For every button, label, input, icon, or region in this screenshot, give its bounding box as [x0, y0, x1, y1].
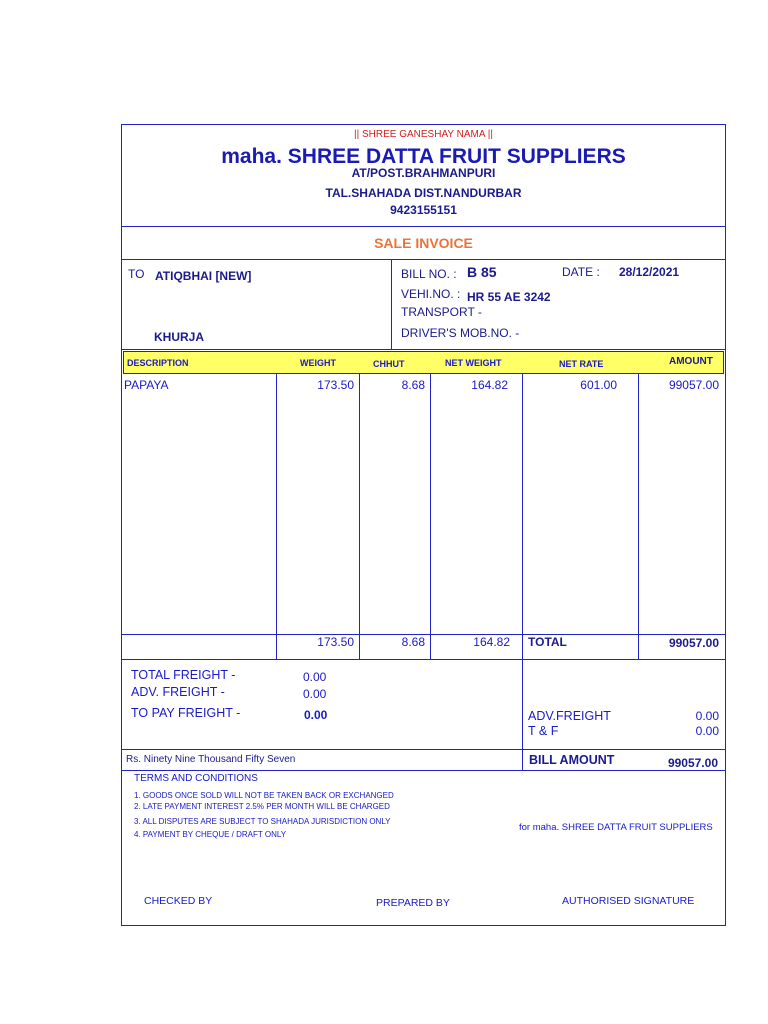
col-header-weight: WEIGHT	[300, 358, 336, 368]
date-value: 28/12/2021	[619, 265, 680, 279]
total-weight: 173.50	[317, 635, 354, 649]
total-freight-label: TOTAL FREIGHT -	[131, 668, 236, 682]
col-header-chhut: CHHUT	[373, 359, 405, 369]
col-sep-net-rate	[522, 374, 523, 749]
driver-mobile-label: DRIVER'S MOB.NO. -	[401, 326, 520, 340]
total-net-weight: 164.82	[473, 635, 510, 649]
checked-by-label: CHECKED BY	[144, 895, 213, 907]
prepared-by-label: PREPARED BY	[376, 897, 450, 909]
divider-freight	[121, 749, 726, 750]
bill-no-value: B 85	[467, 264, 497, 280]
divider-header	[121, 226, 726, 227]
item-amount: 99057.00	[668, 378, 719, 392]
to-pay-freight-label: TO PAY FREIGHT -	[131, 706, 241, 720]
phone-number: 9423155151	[390, 203, 457, 217]
bill-no-label: BILL NO. :	[401, 267, 457, 281]
col-sep-weight	[276, 374, 277, 659]
date-label: DATE :	[562, 265, 600, 279]
to-pay-freight-value: 0.00	[304, 708, 328, 722]
terms-item: 2. LATE PAYMENT INTEREST 2.5% PER MONTH WILL BE CHARGED	[134, 802, 390, 811]
terms-title: TERMS AND CONDITIONS	[134, 773, 258, 784]
vehicle-label: VEHI.NO. :	[401, 287, 461, 301]
col-header-amount: AMOUNT	[669, 356, 713, 367]
table-header-band	[123, 351, 724, 374]
col-sep-chhut	[359, 374, 360, 659]
adv-freight-value: 0.00	[303, 687, 327, 701]
t-and-f-value: 0.00	[695, 724, 719, 738]
item-chhut: 8.68	[401, 378, 425, 392]
divider-words-split	[522, 749, 523, 771]
item-description: PAPAYA	[124, 378, 169, 392]
divider-party	[121, 349, 726, 350]
total-label: TOTAL	[528, 635, 567, 649]
total-chhut: 8.68	[401, 635, 425, 649]
invocation-text: || SHREE GANESHAY NAMA ||	[354, 129, 493, 140]
col-header-description: DESCRIPTION	[127, 358, 189, 368]
amount-in-words: Rs. Ninety Nine Thousand Fifty Seven	[126, 754, 296, 765]
item-net-rate: 601.00	[580, 378, 617, 392]
divider-party-meta	[391, 259, 392, 349]
t-and-f-label: T & F	[528, 724, 559, 738]
bill-amount-label: BILL AMOUNT	[529, 753, 615, 767]
item-weight: 173.50	[317, 378, 354, 392]
item-net-weight: 164.82	[471, 378, 508, 392]
transport-label: TRANSPORT -	[401, 305, 482, 319]
divider-words	[121, 770, 726, 771]
company-name: maha. SHREE DATTA FRUIT SUPPLIERS	[221, 145, 626, 168]
to-label: TO	[128, 267, 145, 281]
col-sep-net-weight	[430, 374, 431, 659]
vehicle-value: HR 55 AE 3242	[467, 290, 551, 304]
terms-item: 3. ALL DISPUTES ARE SUBJECT TO SHAHADA JURISDICTION ONLY	[134, 817, 391, 826]
terms-item: 4. PAYMENT BY CHEQUE / DRAFT ONLY	[134, 830, 287, 839]
party-city: KHURJA	[154, 330, 205, 344]
divider-title	[121, 259, 726, 260]
border-bottom	[121, 925, 726, 926]
terms-item: 1. GOODS ONCE SOLD WILL NOT BE TAKEN BACK OR EXCHANGED	[134, 791, 394, 800]
bill-amount-value: 99057.00	[667, 756, 718, 770]
for-company-text: for maha. SHREE DATTA FRUIT SUPPLIERS	[519, 822, 713, 833]
adv-freight-label: ADV. FREIGHT -	[131, 685, 225, 699]
col-header-net-rate: NET RATE	[559, 359, 604, 369]
document-title: SALE INVOICE	[374, 235, 473, 251]
address-line-1: AT/POST.BRAHMANPURI	[351, 166, 496, 180]
divider-totals	[121, 659, 726, 660]
total-amount: 99057.00	[668, 636, 719, 650]
total-freight-value: 0.00	[303, 670, 327, 684]
col-sep-amount	[638, 374, 639, 659]
party-name: ATIQBHAI [NEW]	[155, 269, 252, 283]
col-header-net-weight: NET WEIGHT	[445, 358, 502, 368]
right-adv-freight-value: 0.00	[695, 709, 719, 723]
authorised-signature-label: AUTHORISED SIGNATURE	[562, 895, 695, 907]
border-top	[121, 124, 726, 125]
right-adv-freight-label: ADV.FREIGHT	[528, 709, 611, 723]
address-line-2: TAL.SHAHADA DIST.NANDURBAR	[325, 186, 522, 200]
